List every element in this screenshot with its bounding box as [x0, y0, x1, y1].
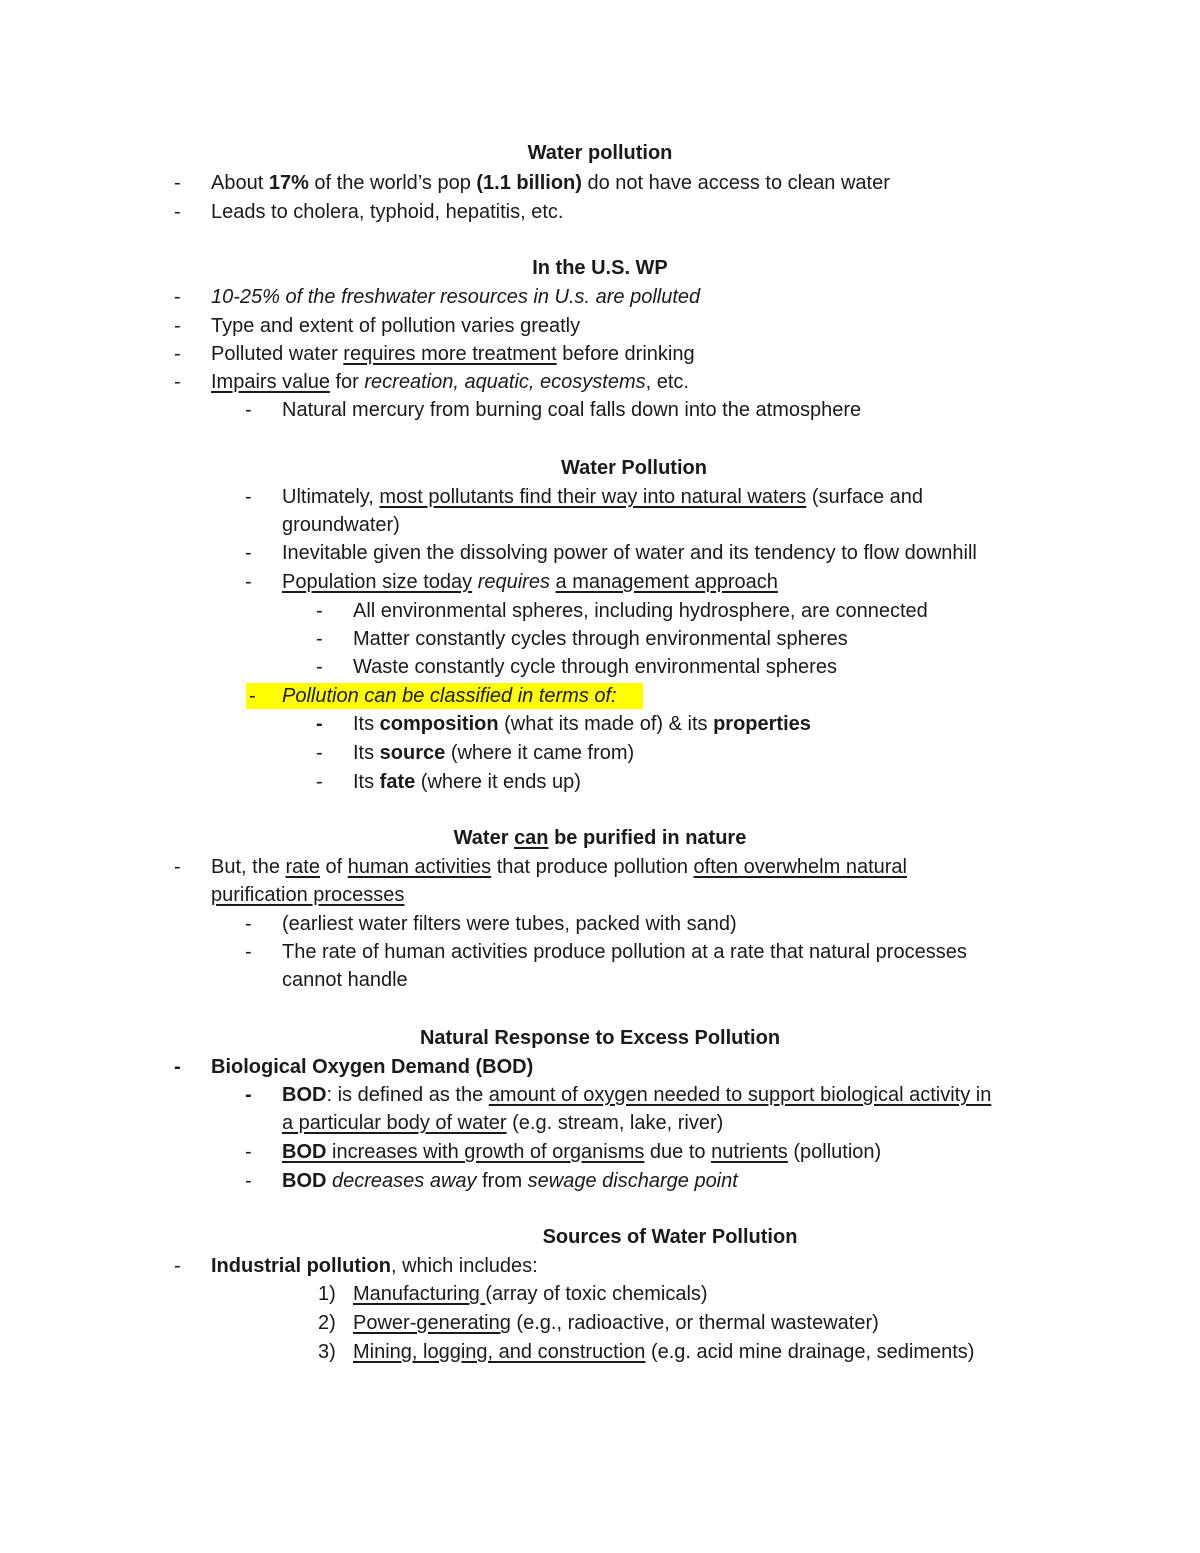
bullet-rate-human-activities-continued: purification processes — [211, 884, 405, 906]
bullet-access-clean-water: About 17% of the world’s pop (1.1 billion) do not have access to clean water — [211, 172, 890, 194]
bullet-dash: - — [174, 315, 181, 337]
section-heading-sources: Sources of Water Pollution — [542, 1226, 798, 1248]
subbullet-fate: Its fate (where it ends up) — [353, 771, 581, 793]
subbullet-waste-cycle: Waste constantly cycle through environmental spheres — [353, 656, 837, 678]
subbullet-bod-increases: BOD increases with growth of organisms due to nutrients (pollution) — [282, 1141, 882, 1163]
bullet-type-extent: Type and extent of pollution varies greatly — [211, 315, 581, 337]
bullet-dash: - — [245, 1170, 252, 1192]
subbullet-bod-decreases: BOD decreases away from sewage discharge point — [282, 1170, 738, 1192]
bullet-industrial-pollution: Industrial pollution, which includes: — [211, 1255, 538, 1277]
bullet-dash: - — [245, 913, 252, 935]
section-heading-water-pollution: Water pollution — [527, 142, 673, 164]
bullet-more-treatment: Polluted water requires more treatment before drinking — [211, 343, 695, 365]
bullet-dash: - — [174, 286, 181, 308]
bullet-dash: - — [174, 371, 181, 393]
bullet-dash: - — [316, 771, 323, 793]
bullet-dash: - — [174, 172, 181, 194]
bullet-dash: - — [245, 571, 252, 593]
bullet-dash: - — [245, 1084, 252, 1106]
bullet-inevitable: Inevitable given the dissolving power of water and its tendency to flow downhill — [282, 542, 977, 564]
subbullet-earliest-filters: (earliest water filters were tubes, packed with sand) — [282, 913, 737, 935]
bullet-classified-highlighted: Pollution can be classified in terms of: — [282, 685, 617, 707]
numbered-item-mining: Mining, logging, and construction (e.g. acid mine drainage, sediments) — [353, 1341, 975, 1363]
section-heading-us-wp: In the U.S. WP — [532, 257, 668, 279]
bullet-dash: - — [316, 628, 323, 650]
bullet-dash: - — [245, 542, 252, 564]
bullet-dash: - — [245, 486, 252, 508]
bullet-dash: - — [174, 856, 181, 878]
numbered-item-manufacturing: Manufacturing (array of toxic chemicals) — [353, 1283, 708, 1305]
bullet-dash: - — [174, 1056, 181, 1078]
subbullet-spheres-connected: All environmental spheres, including hydrosphere, are connected — [353, 600, 928, 622]
section-heading-natural-response: Natural Response to Excess Pollution — [419, 1027, 781, 1049]
bullet-dash: - — [245, 941, 252, 963]
bullet-impairs-value: Impairs value for recreation, aquatic, ecosystems, etc. — [211, 371, 689, 393]
bullet-dash: - — [245, 1141, 252, 1163]
bullet-ultimately-continued: groundwater) — [282, 514, 400, 536]
bullet-dash: - — [316, 742, 323, 764]
bullet-dash: - — [174, 343, 181, 365]
bullet-freshwater-polluted: 10-25% of the freshwater resources in U.s. are polluted — [211, 286, 701, 308]
section-heading-water-pollution-2: Water Pollution — [561, 457, 707, 479]
bullet-dash: - — [316, 600, 323, 622]
bullet-dash: - — [245, 399, 252, 421]
subbullet-rate-cannot-handle-continued: cannot handle — [282, 969, 408, 991]
list-number: 2) — [318, 1312, 336, 1334]
bullet-bod-title: Biological Oxygen Demand (BOD) — [211, 1056, 534, 1078]
bullet-dash: - — [316, 656, 323, 678]
list-number: 3) — [318, 1341, 336, 1363]
bullet-rate-human-activities: But, the rate of human activities that produce pollution often overwhelm natural — [211, 856, 907, 878]
subbullet-bod-definition: BOD: is defined as the amount of oxygen needed to support biological activity in — [282, 1084, 992, 1106]
bullet-dash: - — [249, 685, 256, 707]
bullet-ultimately: Ultimately, most pollutants find their way into natural waters (surface and — [282, 486, 924, 508]
subbullet-composition: Its composition (what its made of) & its properties — [353, 713, 811, 735]
subbullet-bod-definition-continued: a particular body of water (e.g. stream, lake, river) — [282, 1112, 724, 1134]
list-number: 1) — [318, 1283, 336, 1305]
bullet-dash: - — [316, 713, 323, 735]
bullet-dash: - — [174, 1255, 181, 1277]
subbullet-mercury: Natural mercury from burning coal falls down into the atmosphere — [282, 399, 862, 421]
bullet-diseases: Leads to cholera, typhoid, hepatitis, etc. — [211, 201, 564, 223]
subbullet-source: Its source (where it came from) — [353, 742, 635, 764]
section-heading-purified-in-nature: Water can be purified in nature — [453, 827, 747, 849]
numbered-item-power-generating: Power-generating (e.g., radioactive, or thermal wastewater) — [353, 1312, 879, 1334]
subbullet-matter-cycles: Matter constantly cycles through environmental spheres — [353, 628, 848, 650]
bullet-population-size: Population size today requires a management approach — [282, 571, 778, 593]
bullet-dash: - — [174, 201, 181, 223]
subbullet-rate-cannot-handle: The rate of human activities produce pollution at a rate that natural processes — [282, 941, 967, 963]
